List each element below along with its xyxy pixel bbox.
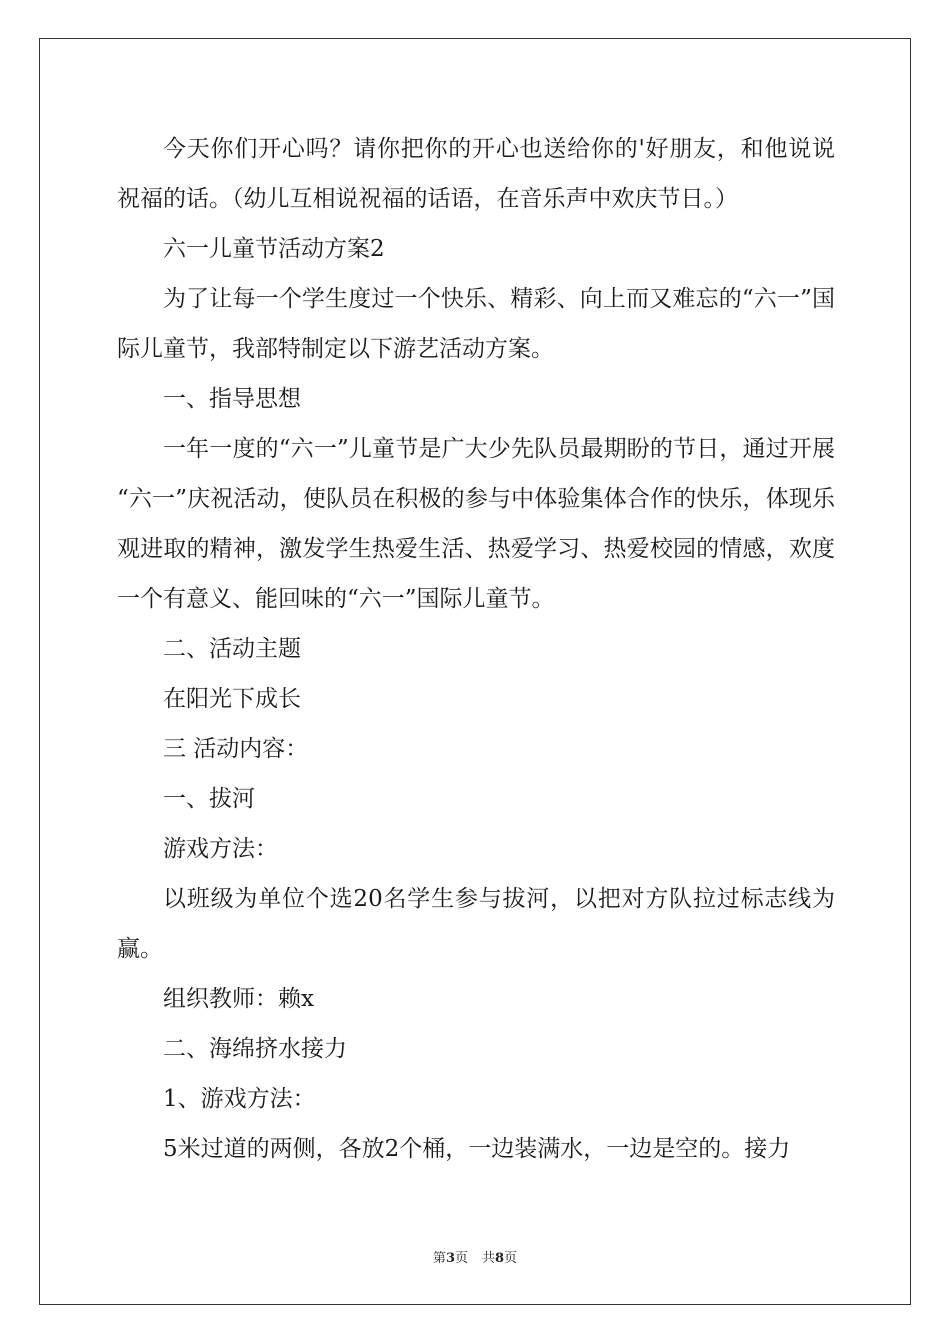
paragraph: 一年一度的“六一”儿童节是广大少先队员最期盼的节日，通过开展 “六一”庆祝活动，使队员在积极的参与中体验集体合作的快乐，体现乐观进取的精神，激发学生热爱生活、热爱学习、热爱校园的情感，欢度一个有意义、能回味的“六一”国际儿童节。 (117, 436, 835, 612)
current-page-number: 3 (445, 1251, 455, 1266)
subsection-heading: 二、海绵挤水接力 (163, 1036, 347, 1062)
paragraph: 1、游戏方法： (163, 1086, 316, 1112)
section-heading: 三 活动内容： (163, 736, 309, 762)
section-heading: 一、指导思想 (163, 386, 301, 412)
subsection-heading: 一、拔河 (163, 786, 255, 812)
page-footer (0, 1247, 950, 1266)
paragraph: 在阳光下成长 (163, 686, 301, 712)
paragraph: 游戏方法： (163, 836, 278, 862)
paragraph: 为了让每一个学生度过一个快乐、精彩、向上而又难忘的“六一”国际儿童节，我部特制定以下游艺活动方案。 (117, 286, 835, 362)
section-heading: 二、活动主题 (163, 636, 301, 662)
paragraph: 组织教师：赖x (163, 986, 314, 1012)
document-body (117, 124, 835, 1174)
paragraph: 5米过道的两侧，各放2个桶，一边装满水，一边是空的。接力 (163, 1136, 791, 1162)
footer-total-suffix: 页 (504, 1251, 518, 1266)
paragraph: 以班级为单位个选20名学生参与拔河，以把对方队拉过标志线为赢。 (117, 886, 835, 962)
section-title: 六一儿童节活动方案2 (163, 236, 385, 262)
total-page-number: 8 (495, 1251, 505, 1266)
paragraph: 今天你们开心吗？请你把你的开心也送给你的'好朋友，和他说说祝福的话。（幼儿互相说祝福的话语，在音乐声中欢庆节日。） (117, 136, 835, 212)
footer-total-prefix: 共 (482, 1251, 496, 1266)
footer-page-suffix: 页 (454, 1251, 468, 1266)
footer-prefix: 第 (432, 1251, 446, 1266)
